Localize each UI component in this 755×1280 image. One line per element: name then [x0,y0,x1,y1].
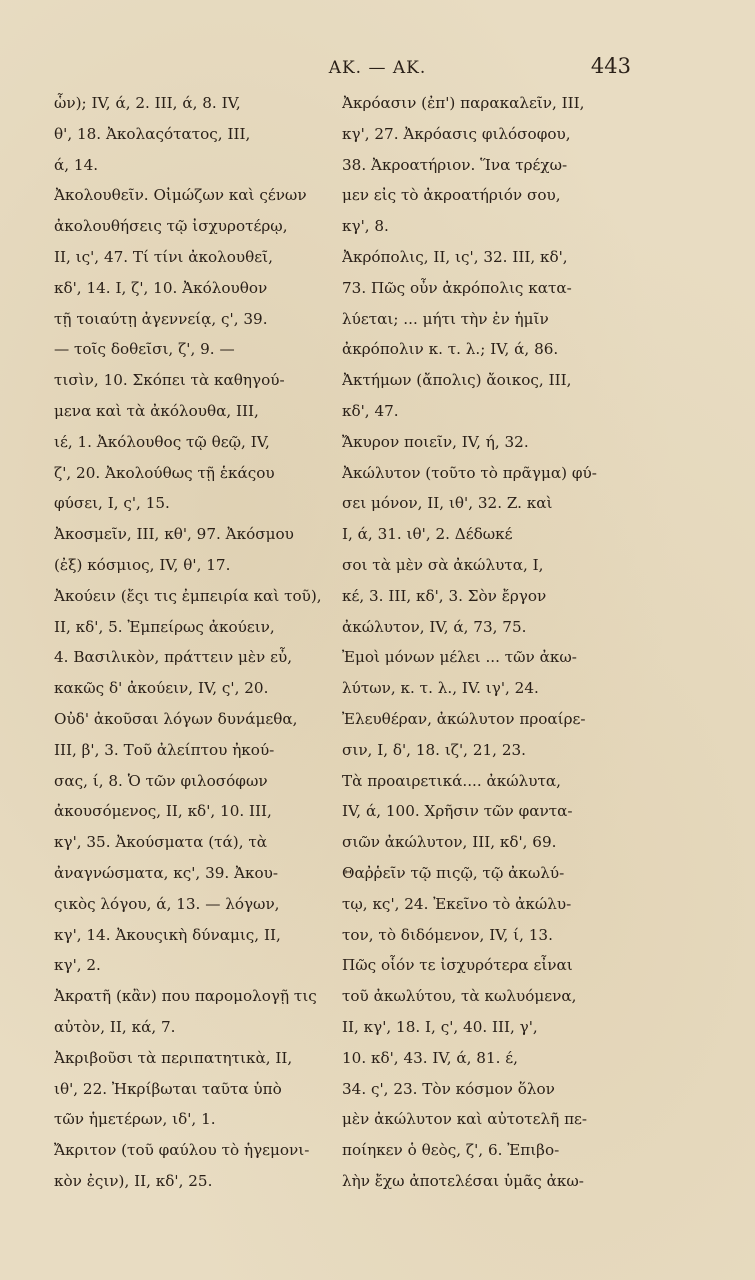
index-line: αὐτὸν, II, κά, 7. [54,1017,176,1036]
index-line: κδ', 14. I, ζ', 10. Ἀκόλουθον [54,278,268,297]
index-line: ςικὸς λόγου, ά, 13. — λόγων, [54,894,280,913]
index-line: Ἀκριβοῦσι τὰ περιπατητικὰ, II, [54,1048,293,1067]
index-line: (ἐξ) κόσμιος, IV, θ', 17. [54,555,231,574]
index-line: τον, τὸ διδόμενον, IV, ί, 13. [342,925,553,944]
index-line: — τοῖς δοθεῖσι, ζ', 9. — [54,340,235,359]
index-line: σοι τὰ μὲν σὰ ἀκώλυτα, I, [342,555,544,574]
index-line: II, ις', 47. Τί τίνι ἀκολουθεῖ, [54,247,273,266]
index-line: μὲν ἀκώλυτον καὶ αὐτοτελῆ πε- [342,1110,588,1129]
index-line: Ἄκριτον (τοῦ φαύλου τὸ ἡγεμονι- [54,1141,310,1160]
index-line: φύσει, I, ς', 15. [54,494,170,513]
index-line: ἀναγνώσματα, κς', 39. Ἀκου- [54,863,279,882]
index-line: II, κδ', 5. Ἐμπείρως ἀκούειν, [54,617,275,636]
index-line: Ἀκοσμεῖν, III, κθ', 97. Ἀκόσμου [54,525,294,544]
index-line: Ἐλευθέραν, ἀκώλυτον προαίρε- [342,709,586,728]
index-line: 73. Πῶς οὖν ἀκρόπολις κατα- [342,278,572,297]
index-line: Ἄκυρον ποιεῖν, IV, ή, 32. [342,432,529,451]
index-line: σιν, I, δ', 18. ιζ', 21, 23. [342,740,526,759]
index-line: Ἀκρόασιν (ἐπ') παρακαλεῖν, III, [342,94,585,112]
index-line: κὸν ἐςιν), II, κδ', 25. [54,1171,213,1190]
index-line: 10. κδ', 43. IV, ά, 81. έ, [342,1048,518,1067]
index-line: σιῶν ἀκώλυτον, III, κδ', 69. [342,833,557,852]
index-line: κακῶς δ' ἀκούειν, IV, ς', 20. [54,679,269,698]
index-line: Ἀκώλυτον (τοῦτο τὸ πρᾶγμα) φύ- [342,463,597,482]
index-line: ιθ', 22. Ἠκρίβωται ταῦτα ὑπὸ [54,1079,282,1098]
index-line: II, κγ', 18. I, ς', 40. III, γ', [342,1017,538,1036]
left-column [54,88,336,1197]
index-line: ἀκουσόμενος, II, κδ', 10. III, [54,802,272,821]
index-line: τῳ, κς', 24. Ἐκεῖνο τὸ ἀκώλυ- [342,894,572,913]
index-line: τῶν ἡμετέρων, ιδ', 1. [54,1110,216,1129]
index-line: κγ', 27. Ἀκρόασις φιλόσοφου, [342,124,571,143]
running-header: ΑΚ. — ΑΚ. [328,58,427,78]
index-line: λύτων, κ. τ. λ., IV. ιγ', 24. [342,679,539,698]
index-line: 34. ς', 23. Τὸν κόσμον ὅλον [342,1079,555,1098]
index-line: λὴν ἔχω ἀποτελέσαι ὑμᾶς ἀκω- [342,1171,584,1190]
index-line: Τὰ προαιρετικά.... ἀκώλυτα, [342,771,561,790]
index-line: 38. Ἀκροατήριον. Ἵνα τρέχω- [342,155,568,174]
index-line: Ἐμοὶ μόνων μέλει ... τῶν ἀκω- [342,648,577,667]
index-line: τισὶν, 10. Σκόπει τὰ καθηγού- [54,371,285,390]
index-line: κγ', 8. [342,217,389,236]
index-line: κέ, 3. III, κδ', 3. Σὸν ἔργον [342,586,547,605]
right-column [342,88,640,1197]
index-line: Ἀκρόπολις, II, ις', 32. III, κδ', [342,247,568,266]
index-line: Ἀκτήμων (ἄπολις) ἄοικος, III, [342,371,572,390]
index-line: ἀκώλυτον, IV, ά, 73, 75. [342,617,527,636]
index-line: ἀκολουθήσεις τῷ ἰσχυροτέρῳ, [54,217,288,236]
index-line: ζ', 20. Ἀκολούθως τῇ ἑκάςου [54,463,275,482]
index-line: σας, ί, 8. Ὁ τῶν φιλοσόφων [54,771,268,790]
index-line: Ἀκρατῆ (κἂν) που παρομολογῇ τις [54,987,317,1006]
index-line: Πῶς οἷόν τε ἰσχυρότερα εἶναι [342,956,573,975]
index-line: ιέ, 1. Ἀκόλουθος τῷ θεῷ, IV, [54,432,270,451]
index-line: ἀκρόπολιν κ. τ. λ.; IV, ά, 86. [342,340,559,359]
index-line: θ', 18. Ἀκολαςότατος, III, [54,124,251,143]
index-line: τῇ τοιαύτῃ ἀγεννείᾳ, ς', 39. [54,309,268,328]
index-line: μεν εἰς τὸ ἀκροατήριόν σου, [342,186,561,205]
index-line: Ἀκούειν (ἔςι τις ἐμπειρία καὶ τοῦ), [54,586,322,605]
index-line: μενα καὶ τὰ ἀκόλουθα, III, [54,401,259,420]
index-line: ὧν); IV, ά, 2. III, ά, 8. IV, [54,94,241,112]
page-number: 443 [590,54,631,78]
index-line: 4. Βασιλικὸν, πράττειν μὲν εὖ, [54,648,293,667]
index-line: κγ', 35. Ἀκούσματα (τά), τὰ [54,833,268,852]
index-line: Ἀκολουθεῖν. Οἰμώζων καὶ ςένων [54,186,307,205]
index-line: III, β', 3. Τοῦ ἀλείπτου ἠκού- [54,740,275,759]
index-line: σει μόνον, II, ιθ', 32. Z. καὶ [342,494,553,513]
index-line: κγ', 14. Ἀκουςικὴ δύναμις, II, [54,925,281,944]
index-line: IV, ά, 100. Χρῆσιν τῶν φαντα- [342,802,573,821]
index-line: Οὐδ' ἀκοῦσαι λόγων δυνάμεθα, [54,709,298,728]
index-line: κδ', 47. [342,401,399,420]
index-line: ά, 14. [54,155,99,174]
index-line: κγ', 2. [54,956,101,975]
index-line: τοῦ ἀκωλύτου, τὰ κωλυόμενα, [342,987,577,1006]
index-line: Θαῤῥεῖν τῷ πιςῷ, τῷ ἀκωλύ- [342,863,565,882]
index-line: I, ά, 31. ιθ', 2. Δέδωκέ [342,525,513,544]
index-line: λύεται; ... μήτι τὴν ἐν ἡμῖν [342,309,549,328]
index-line: ποίηκεν ὁ θεὸς, ζ', 6. Ἐπιβο- [342,1141,560,1160]
